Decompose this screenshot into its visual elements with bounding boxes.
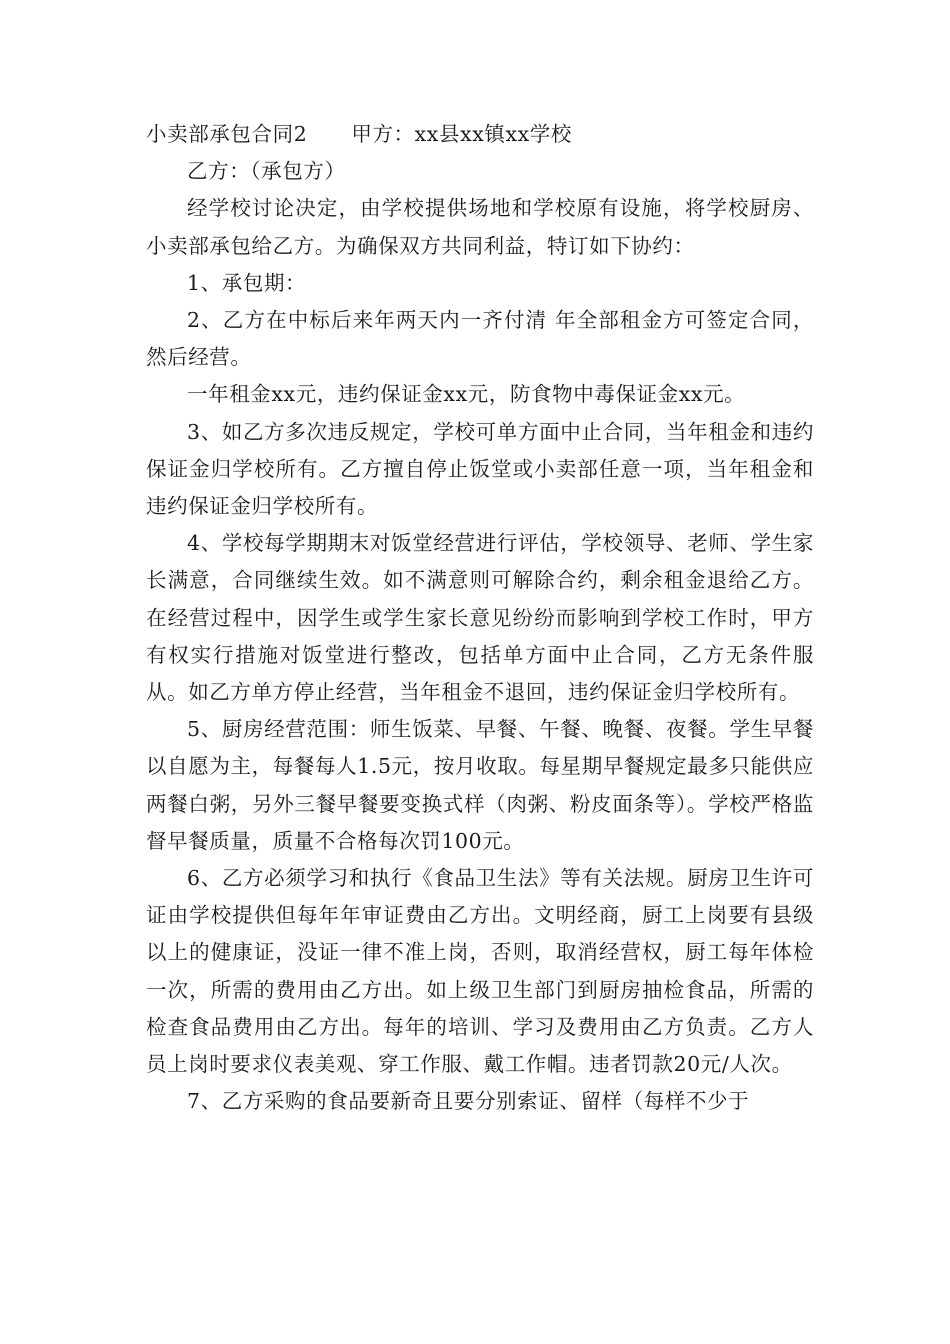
paragraph-rent: 一年租金xx元，违约保证金xx元，防食物中毒保证金xx元。: [187, 382, 746, 407]
paragraph-clause-7: 7、乙方采购的食品要新奇且要分别索证、留样（每样不少于: [187, 1089, 750, 1114]
contract-body: [146, 116, 814, 1120]
paragraph-clause-2: 2、乙方在中标后来年两天内一齐付清 年全部租金方可签定合同，然后经营。: [146, 308, 814, 370]
paragraph-clause-3: 3、如乙方多次违反规定，学校可单方面中止合同，当年租金和违约保证金归学校所有。乙方擅自停止饭堂或小卖部任意一项，当年租金和违约保证金归学校所有。: [146, 419, 814, 519]
paragraph-clause-1: 1、承包期：: [187, 270, 307, 295]
title-line: [146, 116, 814, 153]
paragraph-clause-4: 4、学校每学期期末对饭堂经营进行评估，学校领导、老师、学生家长满意，合同继续生效。如不满意则可解除合约，剩余租金退给乙方。在经营过程中，因学生或学生家长意见纷纷而影响到学校工作时，甲方有权实行措施对饭堂进行整改，包括单方面中止合同，乙方无条件服从。如乙方单方停止经营，当年租金不退回，违约保证金归学校所有。: [146, 531, 814, 705]
paragraph-clause-6: 6、乙方必须学习和执行《食品卫生法》等有关法规。厨房卫生许可证由学校提供但每年年审证费由乙方出。文明经商，厨工上岗要有县级以上的健康证，没证一律不准上岗，否则，取消经营权，厨工每年体检一次，所需的费用由乙方出。如上级卫生部门到厨房抽检食品，所需的检查食品费用由乙方出。每年的培训、学习及费用由乙方负责。乙方人员上岗时要求仪表美观、穿工作服、戴工作帽。违者罚款20元/人次。: [146, 866, 814, 1077]
paragraph-clause-5: 5、厨房经营范围：师生饭菜、早餐、午餐、晚餐、夜餐。学生早餐以自愿为主，每餐每人1.5元，按月收取。每星期早餐规定最多只能供应两餐白粥，另外三餐早餐要变换式样（肉粥、粉皮面条等）。学校严格监督早餐质量，质量不合格每次罚100元。: [146, 717, 814, 853]
document-title: 小卖部承包合同2: [146, 122, 308, 146]
party-a: 甲方：xx县xx镇xx学校: [351, 122, 573, 146]
party-b: 乙方：（承包方）: [187, 159, 346, 184]
paragraph-intro: 经学校讨论决定，由学校提供场地和学校原有设施，将学校厨房、小卖部承包给乙方。为确保双方共同利益，特订如下协约：: [146, 196, 814, 258]
